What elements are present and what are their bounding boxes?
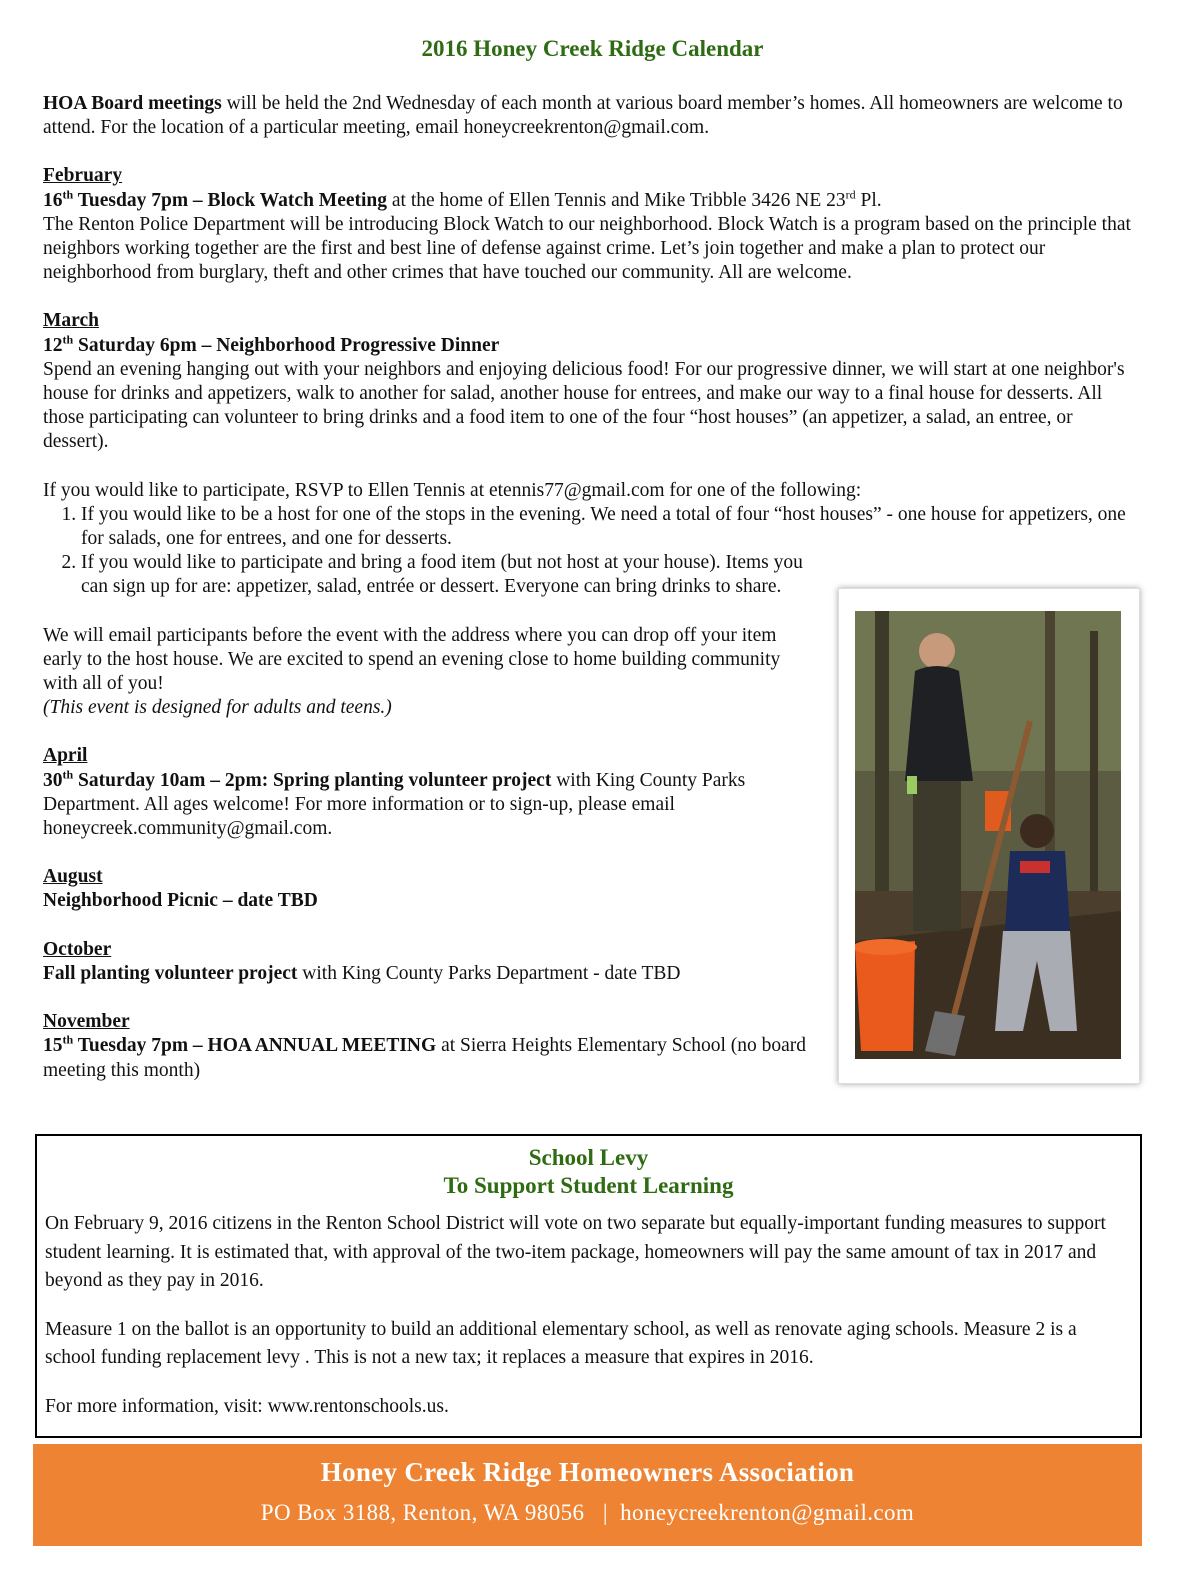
october-event: Fall planting volunteer project with King County Parks Department - date TBD <box>43 962 681 984</box>
march-event: 12th Saturday 6pm – Neighborhood Progressive Dinner <box>43 332 500 356</box>
levy-title: School Levy To Support Student Learning <box>443 1145 734 1198</box>
page-title: 2016 Honey Creek Ridge Calendar <box>421 36 764 61</box>
volunteer-photo <box>838 588 1140 1084</box>
levy-paragraph: For more information, visit: www.rentonschools.us. <box>45 1395 449 1417</box>
month-march: March <box>43 310 99 332</box>
footer-banner <box>33 1444 1142 1546</box>
march-description: Spend an evening hanging out with your neighbors and enjoying delicious food! For our progressive dinner, we will start at one neighbor's house for drinks and appetizers, walk to another for salad, another house for entrees, and make our way to a final house for desserts. All those participating can volunteer to bring drinks and a food item to one of the four “host houses” (an appetizer, a salad, an entree, or dessert). <box>43 358 1125 453</box>
month-april: April <box>43 745 88 767</box>
photo-illustration <box>855 611 1121 1059</box>
levy-body <box>37 1200 1140 1421</box>
month-october: October <box>43 938 112 960</box>
month-november: November <box>43 1011 130 1033</box>
list-item: 1. If you would like to be a host for one of the stops in the evening. We need a total of four “host houses” - one house for appetizers, one for salads, one for entrees, and one for desserts. <box>81 503 1138 551</box>
levy-paragraph: On February 9, 2016 citizens in the Renton School District will vote on two separate but equally-important funding measures to support student learning. It is estimated that, with approval of the two-item package, homeowners will pay the same amount of tax in 2017 and beyond as they pay in 2016. <box>45 1213 1106 1291</box>
february-description: The Renton Police Department will be introducing Block Watch to our neighborhood. Block Watch is a program based on the principle that neighbors working together are the first and best line of defense against crime. Let’s join together and make a plan to protect our neighborhood from burglary, theft and other crimes that have touched our community. All are welcome. <box>43 213 1131 284</box>
march-note: (This event is designed for adults and teens.) <box>43 697 392 719</box>
intro-paragraph: HOA Board meetings will be held the 2nd Wednesday of each month at various board member’s homes. All homeowners are welcome to attend. For the location of a particular meeting, email honeycreekrenton@gmail.com. <box>43 93 1123 139</box>
august-event: Neighborhood Picnic – date TBD <box>43 890 318 912</box>
april-event: 30th Saturday 10am – 2pm: Spring planting volunteer project with King County Parks Department. All ages welcome! For more information or to sign-up, please email honeycreek.community@gmail.com. <box>43 767 746 840</box>
month-february: February <box>43 165 123 187</box>
list-item: 2. If you would like to participate and bring a food item (but not host at your house). Items you can sign up for are: appetizer, salad, entrée or dessert. Everyone can bring drinks to share. <box>81 551 821 599</box>
footer-address: PO Box 3188, Renton, WA 98056 | honeycreekrenton@gmail.com <box>260 1500 915 1525</box>
march-options-list <box>43 503 1138 600</box>
school-levy-box <box>35 1134 1142 1438</box>
march-rsvp: If you would like to participate, RSVP to Ellen Tennis at etennis77@gmail.com for one of the following: <box>43 479 862 501</box>
february-event: 16th Tuesday 7pm – Block Watch Meeting at the home of Ellen Tennis and Mike Tribble 3426 NE 23rd Pl. <box>43 187 882 211</box>
month-august: August <box>43 866 103 888</box>
photo-image <box>855 611 1121 1059</box>
november-event: 15th Tuesday 7pm – HOA ANNUAL MEETING at Sierra Heights Elementary School (no board meeting this month) <box>43 1032 807 1081</box>
levy-paragraph: Measure 1 on the ballot is an opportunity to build an additional elementary school, as well as renovate aging schools. Measure 2 is a school funding replacement levy . This is not a new tax; it replaces a measure that expires in 2016. <box>45 1318 1077 1368</box>
march-closing: We will email participants before the event with the address where you can drop off your item early to the host house. We are excited to spend an evening close to home building community with all of you! <box>43 624 781 695</box>
footer-org-name: Honey Creek Ridge Homeowners Association <box>320 1457 855 1487</box>
